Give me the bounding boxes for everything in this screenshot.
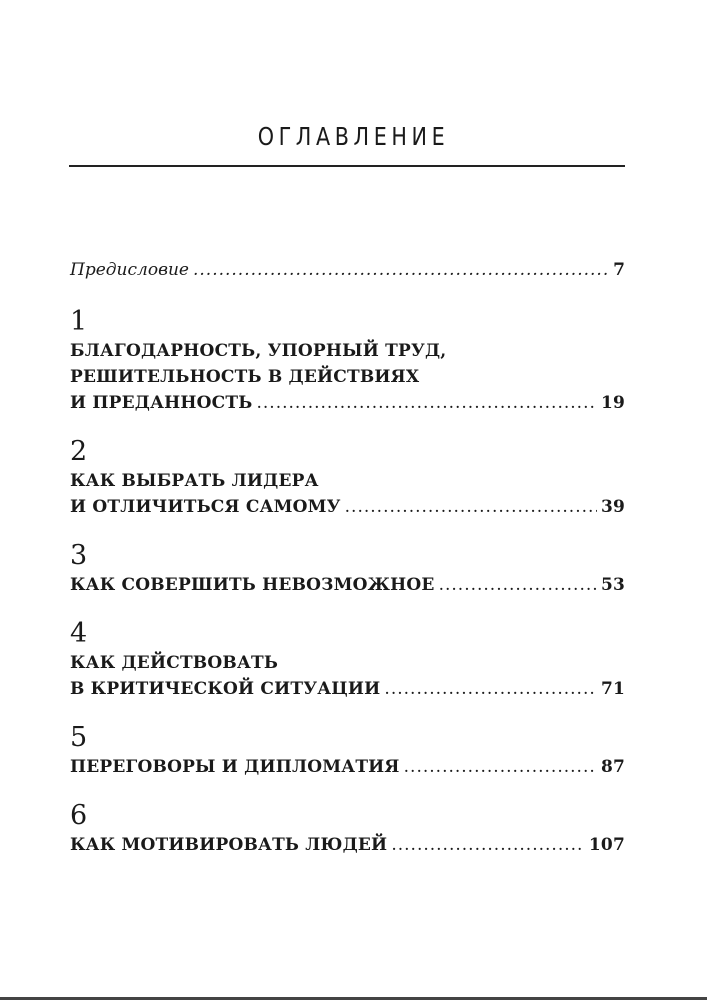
chapter-page-number: 19 [600, 393, 625, 413]
chapter-number: 1 [70, 306, 88, 337]
dot-leader [256, 390, 596, 416]
toc-entry-chapter-5[interactable] [70, 722, 625, 780]
chapter-title-row [70, 676, 625, 702]
chapter-title-line: КАК ДЕЙСТВОВАТЬ [70, 653, 279, 673]
toc-entry-preface[interactable] [70, 256, 625, 284]
preface-label: Предисловие [70, 260, 189, 280]
chapter-title-line: КАК ВЫБРАТЬ ЛИДЕРА [70, 471, 319, 491]
chapter-number: 3 [70, 540, 88, 571]
chapter-title-line: КАК СОВЕРШИТЬ НЕВОЗМОЖНОЕ [70, 575, 435, 595]
chapter-page-number: 39 [600, 497, 625, 517]
chapter-title-line: РЕШИТЕЛЬНОСТЬ В ДЕЙСТВИЯХ [70, 367, 420, 387]
dot-leader [439, 572, 597, 598]
chapter-page-number: 53 [600, 575, 625, 595]
chapter-page-number: 71 [600, 679, 625, 699]
chapter-title-row [70, 832, 625, 858]
toc-entry-chapter-6[interactable] [70, 800, 625, 858]
chapter-number: 2 [70, 436, 88, 467]
chapter-title-line: БЛАГОДАРНОСТЬ, УПОРНЫЙ ТРУД, [70, 341, 447, 361]
chapter-page-number: 87 [600, 757, 625, 777]
preface-page-number: 7 [613, 260, 625, 280]
chapter-page-number: 107 [588, 835, 625, 855]
chapter-number: 5 [70, 722, 88, 753]
title-divider [69, 165, 625, 167]
chapter-title-line: И ПРЕДАННОСТЬ [70, 393, 253, 413]
chapter-number: 4 [70, 618, 88, 649]
chapter-title-line: КАК МОТИВИРОВАТЬ ЛЮДЕЙ [70, 835, 388, 855]
table-of-contents [70, 256, 625, 878]
chapter-number: 6 [70, 800, 88, 831]
toc-entry-chapter-4[interactable] [70, 618, 625, 702]
dot-leader [404, 754, 597, 780]
chapter-title-line: ПЕРЕГОВОРЫ И ДИПЛОМАТИЯ [70, 757, 400, 777]
chapter-title-row [70, 494, 625, 520]
dot-leader [345, 494, 597, 520]
page-title: ОГЛАВЛЕНИЕ [257, 122, 450, 151]
chapter-title-row [70, 754, 625, 780]
chapter-title-row [70, 390, 625, 416]
toc-entry-chapter-1[interactable] [70, 306, 625, 416]
dot-leader [384, 676, 597, 702]
dot-leader [193, 256, 609, 284]
chapter-title-line: И ОТЛИЧИТЬСЯ САМОМУ [70, 497, 341, 517]
toc-entry-chapter-3[interactable] [70, 540, 625, 598]
chapter-title-line: В КРИТИЧЕСКОЙ СИТУАЦИИ [70, 679, 381, 699]
chapter-title-row [70, 572, 625, 598]
dot-leader [391, 832, 585, 858]
toc-entry-chapter-2[interactable] [70, 436, 625, 520]
